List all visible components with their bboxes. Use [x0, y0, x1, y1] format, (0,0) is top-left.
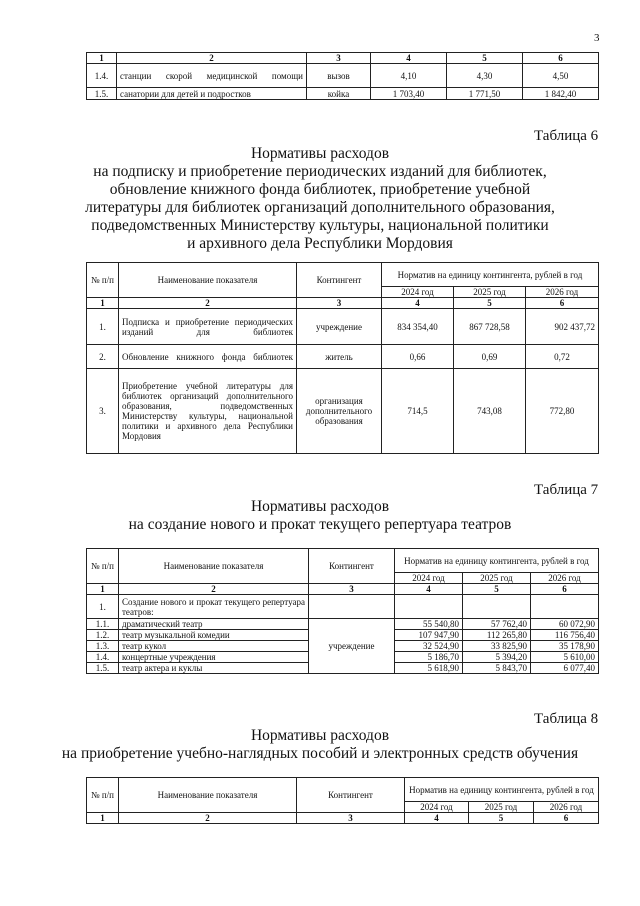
row-name: концертные учреждения: [119, 652, 309, 663]
row-value-2025: 112 265,80: [463, 630, 531, 641]
row-name: театр музыкальной комедии: [119, 630, 309, 641]
row-value-2026: 0,72: [526, 345, 599, 369]
row-name: театр актера и куклы: [119, 663, 309, 674]
table8: [86, 777, 599, 824]
row-contingent: вызов: [307, 64, 371, 88]
row-name: Обновление книжного фонда библиотек: [119, 345, 297, 369]
title-line: подведомственных Министерству культуры, национальной политики: [91, 217, 549, 234]
col-num-2: 2: [117, 53, 307, 64]
table-row: [87, 309, 599, 345]
row-value-2025: 0,69: [454, 345, 526, 369]
header-contingent: Контингент: [297, 778, 405, 813]
row-value-2026: 5 610,00: [531, 652, 599, 663]
row-value-2026: 60 072,90: [531, 619, 599, 630]
row-value-2024: 0,66: [382, 345, 454, 369]
row-value-2026: 1 842,40: [523, 88, 599, 100]
header-norm: Норматив на единицу контингента, рублей в год: [382, 263, 599, 287]
table7-label: Таблица 7: [534, 482, 599, 498]
table7-title: [0, 498, 640, 534]
col-num-2: 2: [119, 584, 309, 595]
col-num-6: 6: [526, 298, 599, 309]
row-contingent: койка: [307, 88, 371, 100]
col-num-6: 6: [534, 813, 599, 824]
col-num-1: 1: [87, 53, 117, 64]
col-num-2: 2: [119, 813, 297, 824]
table-header-row: [87, 778, 599, 802]
title-line: на создание нового и прокат текущего репертуара театров: [128, 516, 512, 533]
row-value-2024: 107 947,90: [395, 630, 463, 641]
col-num-1: 1: [87, 584, 119, 595]
row-contingent: житель: [297, 345, 382, 369]
row-value-2025: 867 728,58: [454, 309, 526, 345]
row-name: Подписка и приобретение периодических изданий для библиотек: [119, 309, 297, 345]
header-norm: Норматив на единицу контингента, рублей в год: [405, 778, 599, 802]
row-value-2025: 743,08: [454, 369, 526, 454]
row-value-2024: 55 540,80: [395, 619, 463, 630]
row-name: Создание нового и прокат текущего репертуара театров:: [119, 595, 309, 619]
header-2026: 2026 год: [531, 573, 599, 584]
header-name: Наименование показателя: [119, 549, 309, 584]
row-value-2024: 5 186,70: [395, 652, 463, 663]
row-value-2024: 714,5: [382, 369, 454, 454]
col-num-5: 5: [469, 813, 534, 824]
title-line: Нормативы расходов: [250, 727, 390, 744]
col-num-5: 5: [447, 53, 523, 64]
col-num-3: 3: [297, 813, 405, 824]
col-num-3: 3: [307, 53, 371, 64]
row-value-empty: [395, 595, 463, 619]
row-contingent: учреждение: [297, 309, 382, 345]
row-value-empty: [463, 595, 531, 619]
col-num-2: 2: [119, 298, 297, 309]
title-line: на подписку и приобретение периодических изданий для библиотек,: [93, 163, 547, 180]
row-contingent-merged: учреждение: [309, 619, 395, 674]
row-name: санатории для детей и подростков: [117, 88, 307, 100]
header-2024: 2024 год: [405, 802, 469, 813]
row-value-2024: 834 354,40: [382, 309, 454, 345]
title-line: на приобретение учебно-наглядных пособий и электронных средств обучения: [61, 745, 579, 762]
header-num: № п/п: [87, 549, 119, 584]
row-contingent: организация дополнительного образования: [297, 369, 382, 454]
table-row: [87, 88, 599, 100]
header-2025: 2025 год: [454, 287, 526, 298]
row-value-2024: 32 524,90: [395, 641, 463, 652]
row-value-2026: 902 437,72: [526, 309, 599, 345]
row-num: 1.5.: [87, 88, 117, 100]
header-name: Наименование показателя: [119, 778, 297, 813]
row-num: 1.5.: [87, 663, 119, 674]
top-table: [86, 52, 599, 100]
table-header-numbers: [87, 298, 599, 309]
row-value-2025: 57 762,40: [463, 619, 531, 630]
table6-title: [0, 145, 640, 253]
table8-title: [0, 727, 640, 763]
col-num-5: 5: [454, 298, 526, 309]
row-contingent-empty: [309, 595, 395, 619]
row-value-2024: 4,10: [371, 64, 447, 88]
row-value-2025: 5 843,70: [463, 663, 531, 674]
header-num: № п/п: [87, 263, 119, 298]
row-num: 1.: [87, 595, 119, 619]
row-value-2025: 1 771,50: [447, 88, 523, 100]
title-line: Нормативы расходов: [250, 498, 390, 515]
col-num-3: 3: [297, 298, 382, 309]
row-value-2026: 4,50: [523, 64, 599, 88]
row-num: 1.2.: [87, 630, 119, 641]
header-2025: 2025 год: [469, 802, 534, 813]
row-num: 1.3.: [87, 641, 119, 652]
title-line: литературы для библиотек организаций дополнительного образования,: [85, 199, 555, 216]
table-row: [87, 619, 599, 630]
header-name: Наименование показателя: [119, 263, 297, 298]
row-num: 2.: [87, 345, 119, 369]
row-num: 1.1.: [87, 619, 119, 630]
row-name: драматический театр: [119, 619, 309, 630]
row-value-2026: 772,80: [526, 369, 599, 454]
col-num-1: 1: [87, 813, 119, 824]
header-2026: 2026 год: [526, 287, 599, 298]
col-num-4: 4: [405, 813, 469, 824]
row-value-2025: 5 394,20: [463, 652, 531, 663]
table-row: [87, 345, 599, 369]
table8-label: Таблица 8: [534, 711, 599, 727]
header-2024: 2024 год: [395, 573, 463, 584]
row-value-2025: 4,30: [447, 64, 523, 88]
row-name: Приобретение учебной литературы для библиотек организаций дополнительного образования, подведомственных Министерству культуры, национальной политики и архивного дела Республики Мордовия: [119, 369, 297, 454]
row-num: 1.4.: [87, 652, 119, 663]
col-num-6: 6: [531, 584, 599, 595]
header-norm: Норматив на единицу контингента, рублей в год: [395, 549, 599, 573]
header-contingent: Контингент: [309, 549, 395, 584]
table-row: [87, 369, 599, 454]
col-num-5: 5: [463, 584, 531, 595]
table-header-row: [87, 263, 599, 287]
row-value-2026: 6 077,40: [531, 663, 599, 674]
row-value-2026: 35 178,90: [531, 641, 599, 652]
col-num-3: 3: [309, 584, 395, 595]
header-contingent: Контингент: [297, 263, 382, 298]
table-group-row: [87, 595, 599, 619]
row-value-2024: 5 618,90: [395, 663, 463, 674]
table-header-numbers: [87, 584, 599, 595]
row-num: 1.4.: [87, 64, 117, 88]
page-number: 3: [594, 32, 600, 44]
col-num-6: 6: [523, 53, 599, 64]
title-line: обновление книжного фонда библиотек, приобретение учебной: [109, 181, 531, 198]
row-name: станции скорой медицинской помощи: [117, 64, 307, 88]
title-line: Нормативы расходов: [250, 145, 390, 162]
header-2025: 2025 год: [463, 573, 531, 584]
header-num: № п/п: [87, 778, 119, 813]
table-header-numbers: [87, 813, 599, 824]
col-num-1: 1: [87, 298, 119, 309]
col-num-4: 4: [382, 298, 454, 309]
row-name: театр кукол: [119, 641, 309, 652]
table6-label: Таблица 6: [534, 128, 599, 144]
table6: [86, 262, 599, 454]
row-value-2024: 1 703,40: [371, 88, 447, 100]
col-num-4: 4: [371, 53, 447, 64]
col-num-4: 4: [395, 584, 463, 595]
row-value-empty: [531, 595, 599, 619]
row-num: 1.: [87, 309, 119, 345]
table7: [86, 548, 599, 674]
table-header-row: [87, 549, 599, 573]
header-2026: 2026 год: [534, 802, 599, 813]
row-value-2026: 116 756,40: [531, 630, 599, 641]
row-num: 3.: [87, 369, 119, 454]
title-line: и архивного дела Республики Мордовия: [187, 235, 453, 252]
row-value-2025: 33 825,90: [463, 641, 531, 652]
table-row: [87, 64, 599, 88]
header-2024: 2024 год: [382, 287, 454, 298]
table-header-numbers: [87, 53, 599, 64]
